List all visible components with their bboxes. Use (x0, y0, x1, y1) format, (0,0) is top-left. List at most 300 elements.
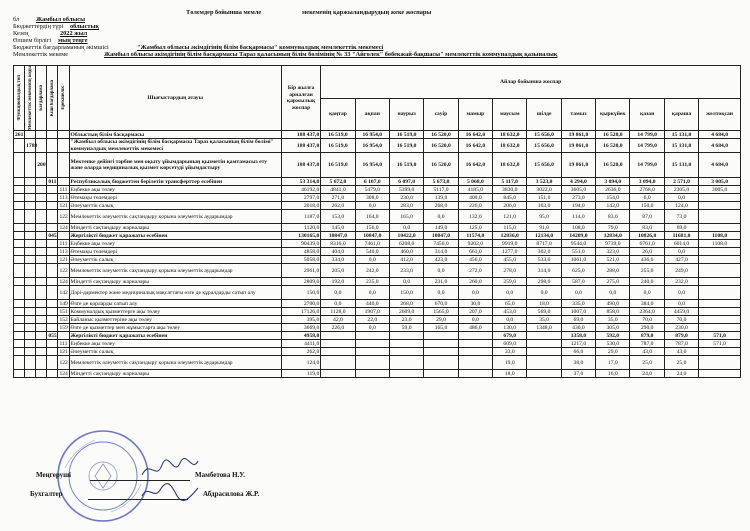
table-row (14, 300, 741, 308)
cell-month: 7461,0 (355, 240, 389, 248)
cell-specifics (58, 131, 69, 139)
cell-month: 194,0 (561, 202, 595, 210)
cell-month (458, 340, 492, 348)
col-month: сәуір (424, 98, 458, 131)
cell-func-group (14, 248, 25, 256)
cell-month: 87,0 (630, 210, 664, 224)
admin-label: Бюджеттік бағдарламаның әкімшісі (13, 44, 109, 51)
cell-subprogram (47, 224, 58, 232)
cell-month: 66,0 (561, 348, 595, 356)
cell-month: 0,0 (355, 202, 389, 210)
cell-month: 2768,0 (630, 186, 664, 194)
cell-func-group (14, 300, 25, 308)
cell-func-group (14, 210, 25, 224)
cell-specifics: 113 (59, 194, 68, 201)
table-row (14, 139, 741, 153)
cell-name: Өтемақы төлемдері (69, 194, 281, 202)
cell-month (321, 332, 355, 340)
cell-month (355, 356, 389, 370)
cell-program (36, 316, 47, 324)
cell-month: 625,0 (561, 264, 595, 278)
cell-month (699, 370, 741, 378)
cell-subprogram (47, 153, 58, 178)
cell-month: 15 656,0 (527, 153, 561, 178)
col-month: ақпан (355, 98, 389, 131)
cell-month (699, 210, 741, 224)
cell-name: Өзге де қорларды сатып алу (69, 300, 281, 308)
cell-specifics: 121 (59, 348, 68, 355)
cell-month (527, 356, 561, 370)
cell-month: 540,0 (355, 248, 389, 256)
col-month: қараша (664, 98, 698, 131)
cell-program (36, 210, 47, 224)
cell-month (699, 264, 741, 278)
cell-annual: 2809,0 (281, 278, 320, 286)
cell-admin-code (25, 153, 36, 178)
cell-month: 4459,0 (664, 308, 698, 316)
cell-func-group (14, 356, 25, 370)
cell-annual: 262,0 (281, 348, 320, 356)
cell-program (36, 278, 47, 286)
cell-admin-code (25, 332, 36, 340)
cell-program (36, 232, 47, 240)
cell-month: 43,0 (630, 348, 664, 356)
cell-month: 205,0 (321, 264, 355, 278)
cell-name: Мемлекеттік әлеуметтік сақтандыру қорына әлеуметтік аударымдар (69, 210, 281, 224)
cell-month: 15 656,0 (527, 139, 561, 153)
cell-month: 12836,0 (493, 232, 527, 240)
cell-month: 0,0 (630, 286, 664, 300)
cell-month: 7450,0 (424, 240, 458, 248)
cell-annual: 124,0 (281, 356, 320, 370)
cell-month: 268,0 (424, 202, 458, 210)
cell-month: 6208,0 (389, 240, 423, 248)
col-specifics: Ерекшелік (58, 66, 69, 131)
cell-month: 290,0 (630, 324, 664, 332)
cell-func-group (14, 194, 25, 202)
col-month: қазан (630, 98, 664, 131)
cell-month: 0,0 (389, 224, 423, 232)
cell-name: Облыстың білім басқармасы (69, 131, 281, 139)
cell-month: 65,0 (493, 300, 527, 308)
cell-admin-code (25, 256, 36, 264)
cell-month: 0,0 (355, 256, 389, 264)
institution-label: Мемлекеттік мекеме (13, 51, 69, 58)
cell-subprogram (47, 194, 58, 202)
cell-month: 26,0 (630, 248, 664, 256)
cell-month: 10847,0 (321, 232, 355, 240)
cell-subprogram: 055 (48, 332, 57, 339)
cell-month: 16 954,0 (355, 131, 389, 139)
cell-month: 1358,0 (561, 332, 595, 340)
table-body (14, 131, 741, 378)
cell-month: 288,0 (596, 264, 630, 278)
cell-func-group (14, 286, 25, 300)
cell-month: 14 799,0 (630, 139, 664, 153)
cell-name: Жергілікті бюджет қаражаты есебінен (69, 232, 281, 240)
cell-subprogram (47, 210, 58, 224)
cell-admin-code (25, 264, 36, 278)
cell-month: 142,0 (596, 202, 630, 210)
cell-month: 6 107,0 (355, 178, 389, 186)
cell-program (36, 256, 47, 264)
cell-month: 69,0 (664, 224, 698, 232)
cell-month: 5 068,0 (458, 178, 492, 186)
cell-month: 249,0 (664, 264, 698, 278)
table-row (14, 202, 741, 210)
region-value: Жамбыл облысы (36, 16, 85, 23)
cell-month: 5 117,0 (493, 178, 527, 186)
cell-admin-code: 1788 (25, 139, 36, 153)
cell-month (699, 278, 741, 286)
cell-month: 16 642,0 (458, 139, 492, 153)
cell-month: 10847,0 (355, 232, 389, 240)
table-row (14, 131, 741, 139)
cell-month: 400,0 (458, 194, 492, 202)
cell-month: 16 520,0 (424, 131, 458, 139)
cell-month: 151,0 (527, 194, 561, 202)
cell-month: 3 523,0 (527, 178, 561, 186)
cell-month: 242,0 (355, 264, 389, 278)
cell-month: 29,0 (596, 348, 630, 356)
table-row (14, 340, 741, 348)
cell-month (321, 370, 355, 378)
cell-annual: 150,0 (281, 286, 320, 300)
cell-month: 125,0 (458, 224, 492, 232)
table-row (14, 153, 741, 178)
table-row (14, 264, 741, 278)
cell-month (699, 256, 741, 264)
cell-month: 16 519,0 (389, 131, 423, 139)
cell-month: 12134,0 (527, 232, 561, 240)
col-func-group: Функционалдық топ (14, 66, 25, 131)
cell-month: 16 519,0 (389, 153, 423, 178)
cell-month: 0,0 (458, 286, 492, 300)
cell-month: 271,0 (321, 194, 355, 202)
cell-month: 592,0 (596, 332, 630, 340)
cell-program (36, 332, 47, 340)
cell-month: 42,0 (321, 316, 355, 324)
cell-month (699, 300, 741, 308)
period-value: 2022 жыл (60, 30, 88, 37)
cell-admin-code (25, 210, 36, 224)
cell-month: 5117,0 (424, 186, 458, 194)
cell-month: 12834,0 (596, 232, 630, 240)
cell-subprogram (47, 131, 58, 139)
cell-month: 530,0 (596, 340, 630, 348)
cell-month: 23,0 (389, 316, 423, 324)
cell-month: 0,0 (458, 316, 492, 324)
cell-month: 521,0 (596, 256, 630, 264)
cell-month: 16 520,0 (424, 153, 458, 178)
cell-month: 1565,0 (424, 308, 458, 316)
head-label: Меңгеруші (36, 471, 72, 479)
cell-month: 1061,0 (561, 256, 595, 264)
cell-name: Дәрі-дәрмектер және медициналық мақсаттағы өзге де құралдарды сатып алу (69, 286, 281, 300)
cell-month: 30,0 (458, 300, 492, 308)
cell-month: 156,0 (355, 224, 389, 232)
cell-month: 298,0 (527, 278, 561, 286)
cell-month: 233,0 (389, 264, 423, 278)
cell-month: 9739,0 (596, 240, 630, 248)
cell-annual: 130165,0 (281, 232, 320, 240)
cell-month: 0,0 (561, 286, 595, 300)
cell-subprogram: 045 (48, 232, 57, 239)
cell-month (699, 356, 741, 370)
cell-month: 83,0 (630, 224, 664, 232)
table-row (14, 194, 741, 202)
cell-admin-code (25, 224, 36, 232)
cell-specifics: 122 (58, 356, 69, 370)
cell-annual: 53 314,0 (281, 178, 320, 186)
cell-name: Әлеуметтік салық (69, 202, 281, 210)
cell-subprogram (47, 340, 58, 348)
cell-program (36, 224, 47, 232)
cell-month: 22,0 (355, 316, 389, 324)
unit-label: Өлшем бірлігі (13, 37, 52, 44)
cell-func-group (14, 340, 25, 348)
cell-program (36, 356, 47, 370)
cell-month: 455,0 (493, 256, 527, 264)
cell-name: Байланыс қызметтеріне ақы төлеу (69, 316, 281, 324)
cell-month: 73,0 (664, 210, 698, 224)
cell-annual: 119,0 (281, 370, 320, 378)
cell-month: 16 642,0 (458, 131, 492, 139)
cell-month: 17,0 (596, 356, 630, 370)
col-monthly-group: Айлар бойынша жоспар (321, 66, 741, 99)
cell-month: 3 005,0 (699, 178, 741, 186)
cell-month: 283,0 (389, 202, 423, 210)
cell-month: 0,0 (389, 278, 423, 286)
cell-month: 456,0 (458, 256, 492, 264)
cell-func-group (14, 202, 25, 210)
cell-month: 10422,0 (389, 232, 423, 240)
cell-month: 609,0 (493, 340, 527, 348)
cell-month: 1108,0 (699, 240, 741, 248)
col-month: қаңтар (321, 98, 355, 131)
cell-month: 4 684,0 (699, 153, 741, 178)
cell-month (699, 308, 741, 316)
cell-month: 412,0 (389, 256, 423, 264)
cell-month (424, 332, 458, 340)
cell-month: 18 632,0 (493, 131, 527, 139)
cell-month: 95,0 (527, 210, 561, 224)
cell-annual: 3669,0 (281, 324, 320, 332)
cell-func-group (14, 139, 25, 153)
cell-month (321, 356, 355, 370)
cell-month: 16 954,0 (355, 139, 389, 153)
cell-program (36, 264, 47, 278)
cell-month: 3605,0 (561, 186, 595, 194)
cell-month (458, 348, 492, 356)
cell-month (699, 248, 741, 256)
cell-program (36, 370, 47, 378)
cell-month: 8717,0 (527, 240, 561, 248)
cell-name: Еңбекке ақы төлеу (69, 240, 281, 248)
accountant-label: Бухгалтер (30, 490, 63, 498)
cell-func-group: 261 (15, 131, 24, 138)
table-row (14, 332, 741, 340)
cell-month (355, 340, 389, 348)
cell-month: 571,0 (699, 340, 741, 348)
col-subprogram: Кіші бағдарлама (47, 66, 58, 131)
cell-month: 879,0 (664, 332, 698, 340)
cell-annual: 4958,0 (281, 332, 320, 340)
table-row (14, 370, 741, 378)
cell-month: 571,0 (699, 332, 741, 340)
accountant-name: Абдрасилова Ж.Р. (203, 490, 260, 498)
cell-month: 16 520,0 (424, 139, 458, 153)
table-row (14, 278, 741, 286)
cell-month (699, 224, 741, 232)
cell-admin-code (25, 316, 36, 324)
cell-name: Әлеуметтік салық (69, 348, 281, 356)
cell-specifics: 111 (59, 240, 68, 247)
cell-month: 33,0 (493, 348, 527, 356)
cell-subprogram (47, 264, 58, 278)
table-row (14, 224, 741, 232)
cell-month: 1108,0 (699, 232, 741, 240)
cell-month: 79,0 (596, 224, 630, 232)
cell-month (355, 370, 389, 378)
cell-month: 0,0 (424, 210, 458, 224)
cell-func-group (14, 178, 25, 186)
cell-specifics: 152 (59, 316, 68, 323)
cell-month: 114,0 (561, 210, 595, 224)
cell-month: 11681,0 (664, 232, 698, 240)
cell-month: 18 632,0 (493, 153, 527, 178)
cell-month: 124,0 (664, 202, 698, 210)
cell-name: Әлеуметтік салық (69, 256, 281, 264)
cell-month: 0,0 (424, 286, 458, 300)
cell-specifics (58, 139, 69, 153)
cell-month: 4185,0 (458, 186, 492, 194)
cell-subprogram (47, 248, 58, 256)
cell-month: 275,0 (596, 278, 630, 286)
cell-func-group (14, 348, 25, 356)
cell-admin-code (25, 308, 36, 316)
cell-month (527, 340, 561, 348)
cell-month: 305,0 (596, 324, 630, 332)
cell-program (36, 300, 47, 308)
region-label: бл (13, 16, 20, 23)
cell-month: 0,0 (596, 286, 630, 300)
cell-month: 486,0 (458, 324, 492, 332)
cell-month: 139,0 (424, 194, 458, 202)
cell-name: Республикалық бюджеттен берілетін трансферттер есебінен (69, 178, 281, 186)
cell-month: 262,0 (321, 202, 355, 210)
table-row (14, 210, 741, 224)
cell-specifics: 159 (59, 324, 68, 331)
cell-month: 2636,0 (596, 186, 630, 194)
cell-program (36, 286, 47, 300)
cell-month: 0,0 (321, 286, 355, 300)
cell-month: 260,0 (458, 278, 492, 286)
cell-month (389, 332, 423, 340)
cell-month: 0,0 (424, 264, 458, 278)
cell-month (699, 316, 741, 324)
cell-month: 490,0 (596, 300, 630, 308)
cell-subprogram (47, 356, 58, 370)
cell-month: 3 094,0 (596, 178, 630, 186)
cell-specifics: 149 (59, 300, 68, 307)
cell-month: 207,0 (458, 308, 492, 316)
cell-month: 15 131,0 (664, 139, 698, 153)
cell-annual: 188 437,0 (281, 139, 320, 153)
cell-name: Еңбекке ақы төлеу (69, 186, 281, 194)
cell-program: 200 (36, 153, 47, 178)
cell-month: 16 642,0 (458, 153, 492, 178)
cell-month: 37,0 (561, 370, 595, 378)
cell-annual: 2797,0 (281, 194, 320, 202)
cell-month: 6 097,0 (389, 178, 423, 186)
cell-month: 453,0 (493, 308, 527, 316)
cell-func-group (14, 370, 25, 378)
cell-month (424, 370, 458, 378)
cell-month: 4 684,0 (699, 131, 741, 139)
cell-month: 153,0 (321, 210, 355, 224)
period-label: Кезең (13, 30, 29, 37)
cell-month (424, 356, 458, 370)
cell-admin-code (25, 348, 36, 356)
cell-subprogram (47, 256, 58, 264)
cell-annual: 4411,0 (281, 340, 320, 348)
cell-specifics (58, 153, 69, 178)
col-month: шілде (527, 98, 561, 131)
cell-month: 0,0 (664, 300, 698, 308)
cell-month: 231,0 (424, 278, 458, 286)
cell-month: 2364,0 (630, 308, 664, 316)
cell-month: 70,0 (630, 316, 664, 324)
cell-specifics (58, 232, 69, 240)
cell-month: 3 094,0 (630, 178, 664, 186)
cell-admin-code (25, 240, 36, 248)
cell-month (355, 332, 389, 340)
cell-name: Өтемақы төлемдері (69, 248, 281, 256)
cell-month: 661,0 (458, 248, 492, 256)
col-month: тамыз (561, 98, 595, 131)
cell-month: 533,0 (527, 256, 561, 264)
cell-admin-code (25, 356, 36, 370)
table-row (14, 256, 741, 264)
table-row (14, 248, 741, 256)
cell-specifics: 142 (58, 286, 69, 300)
cell-month: 440,0 (355, 300, 389, 308)
cell-subprogram (47, 139, 58, 153)
cell-month: 235,0 (355, 278, 389, 286)
table-row (14, 286, 741, 300)
cell-month: 3005,0 (699, 186, 741, 194)
cell-month: 115,0 (493, 224, 527, 232)
cell-month: 164,0 (355, 210, 389, 224)
cell-subprogram (47, 278, 58, 286)
cell-month: 15 131,0 (664, 153, 698, 178)
cell-subprogram (47, 202, 58, 210)
cell-month: 302,0 (527, 248, 561, 256)
cell-month: 334,0 (321, 256, 355, 264)
cell-admin-code (25, 370, 36, 378)
table-row (14, 316, 741, 324)
cell-month: 4 684,0 (699, 139, 741, 153)
cell-month: 25,0 (630, 356, 664, 370)
cell-month (527, 348, 561, 356)
cell-month: 6761,0 (630, 240, 664, 248)
cell-specifics: 122 (58, 264, 69, 278)
cell-month: 15 131,0 (664, 131, 698, 139)
col-month: желтоқсан (699, 98, 741, 131)
cell-month: 83,0 (596, 210, 630, 224)
cell-month: 1217,0 (561, 340, 595, 348)
